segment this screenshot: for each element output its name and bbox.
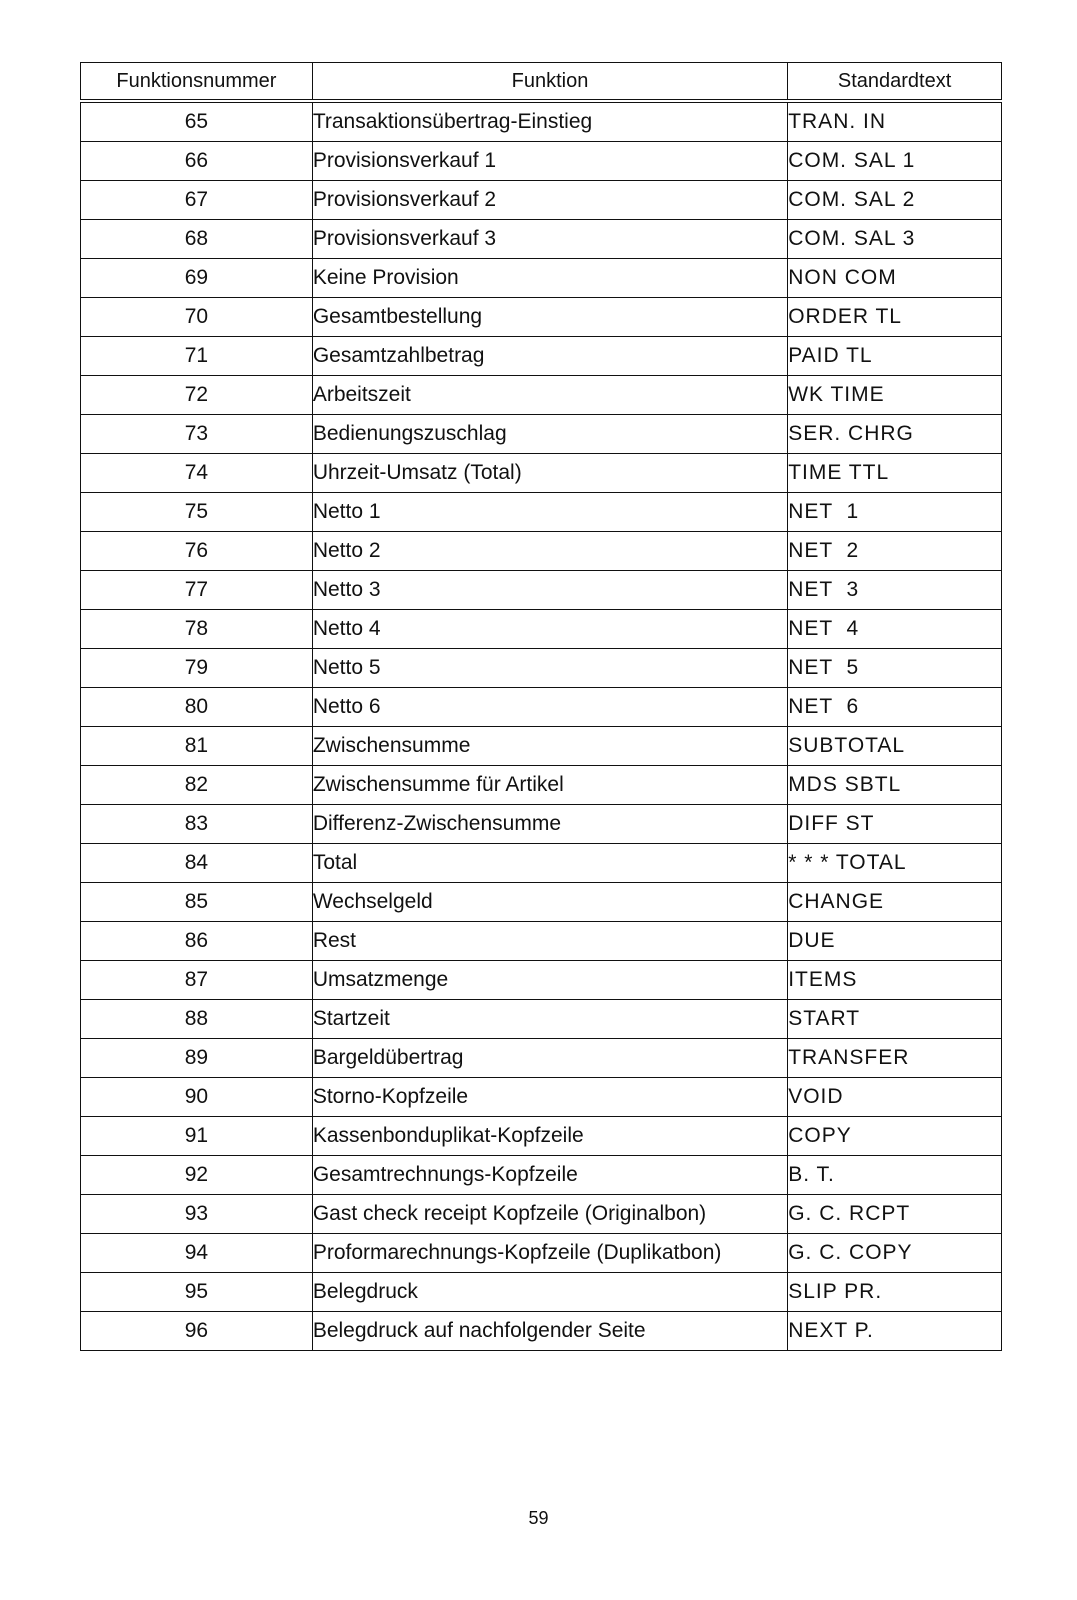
function-number-cell: 74 — [81, 454, 313, 493]
table-row — [81, 1078, 1002, 1117]
table-row — [81, 142, 1002, 181]
standard-text-cell: NEXT P. — [788, 1312, 1002, 1351]
function-number-cell: 93 — [81, 1195, 313, 1234]
function-name-cell: Total — [312, 844, 787, 883]
table-row — [81, 454, 1002, 493]
standard-text-cell: G. C. RCPT — [788, 1195, 1002, 1234]
function-name-cell: Gesamtzahlbetrag — [312, 337, 787, 376]
function-name-cell: Netto 2 — [312, 532, 787, 571]
function-name-cell: Netto 6 — [312, 688, 787, 727]
standard-text-cell: CHANGE — [788, 883, 1002, 922]
function-number-cell: 67 — [81, 181, 313, 220]
table-row — [81, 181, 1002, 220]
standard-text-cell: VOID — [788, 1078, 1002, 1117]
standard-text-cell: NET 1 — [788, 493, 1002, 532]
function-number-cell: 68 — [81, 220, 313, 259]
function-number-cell: 95 — [81, 1273, 313, 1312]
standard-text-cell: START — [788, 1000, 1002, 1039]
function-name-cell: Provisionsverkauf 3 — [312, 220, 787, 259]
function-name-cell: Rest — [312, 922, 787, 961]
table-row — [81, 649, 1002, 688]
function-number-cell: 72 — [81, 376, 313, 415]
function-name-cell: Provisionsverkauf 2 — [312, 181, 787, 220]
table-row — [81, 727, 1002, 766]
function-name-cell: Proformarechnungs-Kopfzeile (Duplikatbon) — [312, 1234, 787, 1273]
function-name-cell: Storno-Kopfzeile — [312, 1078, 787, 1117]
function-number-cell: 85 — [81, 883, 313, 922]
standard-text-cell: COM. SAL 1 — [788, 142, 1002, 181]
table-row — [81, 1117, 1002, 1156]
table-row — [81, 844, 1002, 883]
function-number-cell: 77 — [81, 571, 313, 610]
function-number-cell: 91 — [81, 1117, 313, 1156]
table-row — [81, 337, 1002, 376]
function-name-cell: Gast check receipt Kopfzeile (Originalbon) — [312, 1195, 787, 1234]
standard-text-cell: * * * TOTAL — [788, 844, 1002, 883]
table-header — [81, 63, 1002, 102]
function-name-cell: Netto 5 — [312, 649, 787, 688]
standard-text-cell: COM. SAL 2 — [788, 181, 1002, 220]
function-name-cell: Gesamtrechnungs-Kopfzeile — [312, 1156, 787, 1195]
table-row — [81, 1195, 1002, 1234]
standard-text-cell: TRAN. IN — [788, 101, 1002, 142]
function-name-cell: Zwischensumme — [312, 727, 787, 766]
function-number-cell: 65 — [81, 101, 313, 142]
function-number-cell: 70 — [81, 298, 313, 337]
function-number-cell: 76 — [81, 532, 313, 571]
function-name-cell: Bedienungszuschlag — [312, 415, 787, 454]
table-row — [81, 259, 1002, 298]
function-name-cell: Umsatzmenge — [312, 961, 787, 1000]
table-row — [81, 1312, 1002, 1351]
table-row — [81, 883, 1002, 922]
standard-text-cell: COM. SAL 3 — [788, 220, 1002, 259]
table-row — [81, 571, 1002, 610]
table-row — [81, 610, 1002, 649]
function-number-cell: 75 — [81, 493, 313, 532]
function-name-cell: Belegdruck — [312, 1273, 787, 1312]
function-table — [80, 62, 1002, 1351]
standard-text-cell: TIME TTL — [788, 454, 1002, 493]
function-number-cell: 84 — [81, 844, 313, 883]
table-row — [81, 961, 1002, 1000]
function-name-cell: Kassenbonduplikat-Kopfzeile — [312, 1117, 787, 1156]
table-row — [81, 805, 1002, 844]
function-number-cell: 71 — [81, 337, 313, 376]
function-number-cell: 87 — [81, 961, 313, 1000]
function-name-cell: Zwischensumme für Artikel — [312, 766, 787, 805]
standard-text-cell: PAID TL — [788, 337, 1002, 376]
table-row — [81, 101, 1002, 142]
standard-text-cell: DUE — [788, 922, 1002, 961]
function-number-cell: 81 — [81, 727, 313, 766]
standard-text-cell: NET 5 — [788, 649, 1002, 688]
table-row — [81, 532, 1002, 571]
table-row — [81, 1000, 1002, 1039]
standard-text-cell: B. T. — [788, 1156, 1002, 1195]
function-name-cell: Startzeit — [312, 1000, 787, 1039]
table-row — [81, 1156, 1002, 1195]
function-name-cell: Gesamtbestellung — [312, 298, 787, 337]
function-number-cell: 92 — [81, 1156, 313, 1195]
table-row — [81, 1234, 1002, 1273]
table-body — [81, 101, 1002, 1351]
standard-text-cell: ITEMS — [788, 961, 1002, 1000]
function-name-cell: Provisionsverkauf 1 — [312, 142, 787, 181]
header-standard-text: Standardtext — [788, 63, 1002, 102]
function-name-cell: Transaktionsübertrag-Einstieg — [312, 101, 787, 142]
function-number-cell: 83 — [81, 805, 313, 844]
function-name-cell: Netto 4 — [312, 610, 787, 649]
function-number-cell: 94 — [81, 1234, 313, 1273]
table-row — [81, 688, 1002, 727]
table-row — [81, 376, 1002, 415]
function-name-cell: Netto 1 — [312, 493, 787, 532]
function-name-cell: Netto 3 — [312, 571, 787, 610]
standard-text-cell: SER. CHRG — [788, 415, 1002, 454]
table-row — [81, 298, 1002, 337]
function-name-cell: Uhrzeit-Umsatz (Total) — [312, 454, 787, 493]
function-name-cell: Bargeldübertrag — [312, 1039, 787, 1078]
function-number-cell: 96 — [81, 1312, 313, 1351]
table-row — [81, 766, 1002, 805]
standard-text-cell: G. C. COPY — [788, 1234, 1002, 1273]
table-row — [81, 1273, 1002, 1312]
function-number-cell: 73 — [81, 415, 313, 454]
function-number-cell: 82 — [81, 766, 313, 805]
standard-text-cell: NON COM — [788, 259, 1002, 298]
table-row — [81, 415, 1002, 454]
function-number-cell: 79 — [81, 649, 313, 688]
standard-text-cell: WK TIME — [788, 376, 1002, 415]
standard-text-cell: SUBTOTAL — [788, 727, 1002, 766]
function-name-cell: Wechselgeld — [312, 883, 787, 922]
function-name-cell: Belegdruck auf nachfolgender Seite — [312, 1312, 787, 1351]
page-number: 59 — [528, 1508, 549, 1528]
standard-text-cell: NET 3 — [788, 571, 1002, 610]
standard-text-cell: COPY — [788, 1117, 1002, 1156]
function-name-cell: Differenz-Zwischensumme — [312, 805, 787, 844]
function-number-cell: 78 — [81, 610, 313, 649]
function-number-cell: 80 — [81, 688, 313, 727]
function-name-cell: Arbeitszeit — [312, 376, 787, 415]
function-number-cell: 90 — [81, 1078, 313, 1117]
standard-text-cell: NET 2 — [788, 532, 1002, 571]
standard-text-cell: DIFF ST — [788, 805, 1002, 844]
table-row — [81, 922, 1002, 961]
table-row — [81, 220, 1002, 259]
header-function-number: Funktionsnummer — [81, 63, 313, 102]
table-row — [81, 493, 1002, 532]
table-row — [81, 1039, 1002, 1078]
standard-text-cell: NET 6 — [788, 688, 1002, 727]
function-number-cell: 66 — [81, 142, 313, 181]
standard-text-cell: NET 4 — [788, 610, 1002, 649]
function-number-cell: 88 — [81, 1000, 313, 1039]
standard-text-cell: SLIP PR. — [788, 1273, 1002, 1312]
standard-text-cell: MDS SBTL — [788, 766, 1002, 805]
header-function: Funktion — [312, 63, 787, 102]
standard-text-cell: ORDER TL — [788, 298, 1002, 337]
header-row — [81, 63, 1002, 102]
function-number-cell: 86 — [81, 922, 313, 961]
function-number-cell: 89 — [81, 1039, 313, 1078]
standard-text-cell: TRANSFER — [788, 1039, 1002, 1078]
function-name-cell: Keine Provision — [312, 259, 787, 298]
function-number-cell: 69 — [81, 259, 313, 298]
